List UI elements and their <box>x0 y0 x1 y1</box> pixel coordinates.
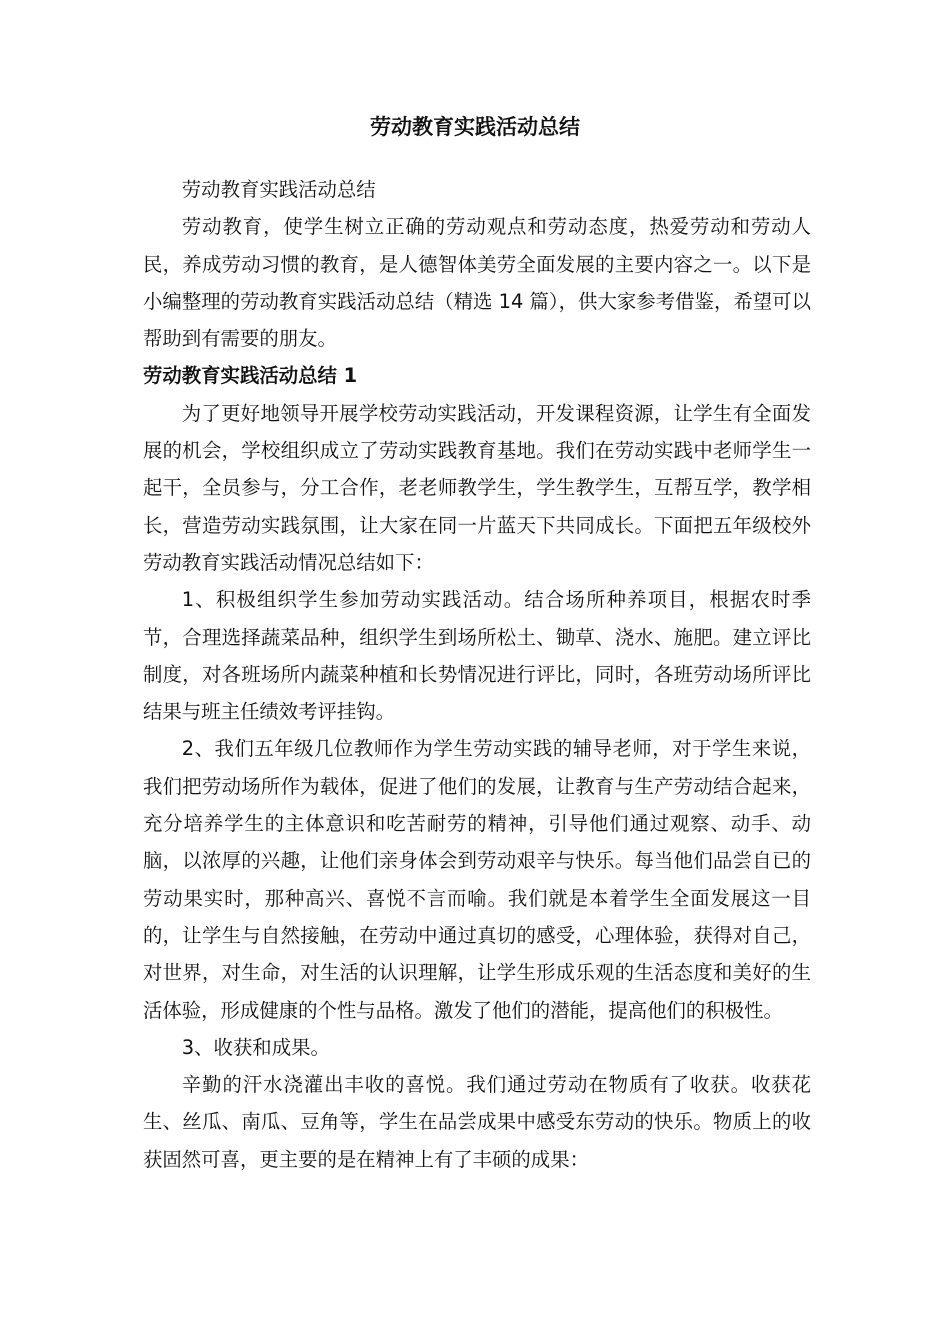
section-heading: 劳动教育实践活动总结 1 <box>143 364 358 388</box>
intro-paragraph: 劳动教育，使学生树立正确的劳动观点和劳动态度，热爱劳动和劳动人民，养成劳动习惯的教育，是人德智体美劳全面发展的主要内容之一。以下是小编整理的劳动教育实践活动总结（精选 14 篇），供大家参考借鉴，希望可以帮助到有需要的朋友。 <box>143 215 811 351</box>
section-paragraph: 辛勤的汗水浇灌出丰收的喜悦。我们通过劳动在物质有了收获。收获花生、丝瓜、南瓜、豆角等，学生在品尝成果中感受东劳动的快乐。物质上的收获固然可喜，更主要的是在精神上有了丰硕的成果： <box>143 1073 811 1171</box>
section-paragraph: 2、我们五年级几位教师作为学生劳动实践的辅导老师，对于学生来说，我们把劳动场所作为载体，促进了他们的发展，让教育与生产劳动结合起来，充分培养学生的主体意识和吃苦耐劳的精神，引导他们通过观察、动手、动脑，以浓厚的兴趣，让他们亲身体会到劳动艰辛与快乐。每当他们品尝自已的劳动果实时，那种高兴、喜悦不言而喻。我们就是本着学生全面发展这一目的，让学生与自然接触，在劳动中通过真切的感受，心理体验，获得对自己，对世界，对生命，对生活的认识理解，让学生形成乐观的生活态度和美好的生活体验，形成健康的个性与品格。激发了他们的潜能，提高他们的积极性。 <box>143 737 811 1022</box>
document-title: 劳动教育实践活动总结 <box>370 115 580 139</box>
section-paragraph: 3、收获和成果。 <box>181 1035 330 1059</box>
section-paragraph: 为了更好地领导开展学校劳动实践活动，开发课程资源，让学生有全面发展的机会，学校组织成立了劳动实践教育基地。我们在劳动实践中老师学生一起干，全员参与，分工合作，老老师教学生，学生教学生，互帮互学，教学相长，营造劳动实践氛围，让大家在同一片蓝天下共同成长。下面把五年级校外劳动教育实践活动情况总结如下： <box>143 401 811 574</box>
document-body <box>143 171 811 1178</box>
intro-subtitle: 劳动教育实践活动总结 <box>181 178 376 201</box>
section-paragraph: 1、积极组织学生参加劳动实践活动。结合场所种养项目，根据农时季节，合理选择蔬菜品种，组织学生到场所松土、锄草、浇水、施肥。建立评比制度，对各班场所内蔬菜种植和长势情况进行评比，同时，各班劳动场所评比结果与班主任绩效考评挂钩。 <box>143 588 811 724</box>
